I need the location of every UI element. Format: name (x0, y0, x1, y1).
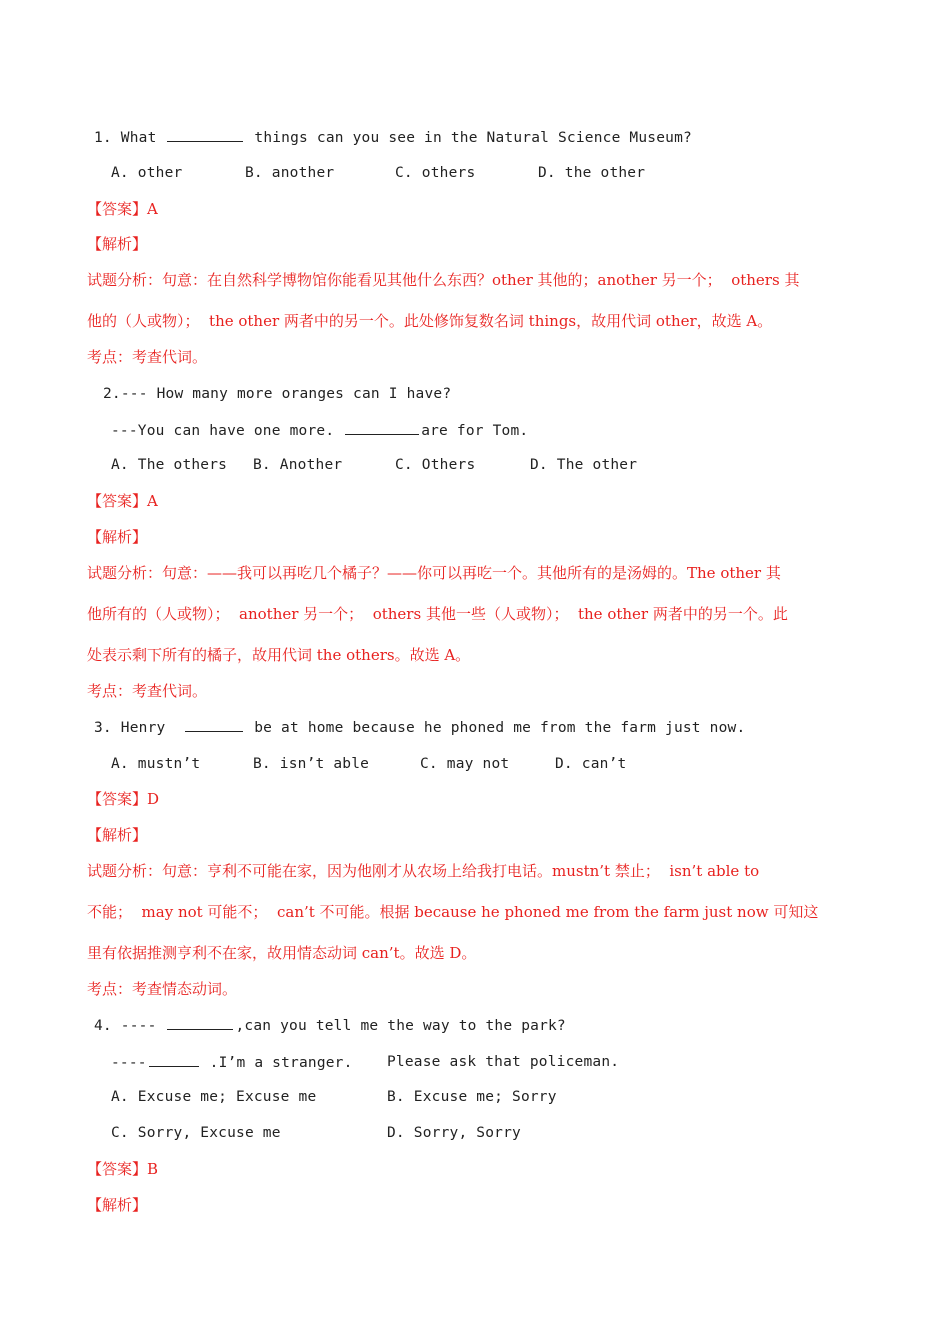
question-4-line-2-text: ---- (111, 1055, 147, 1071)
question-1-analysis-line-1: 试题分析：句意：在自然科学博物馆你能看见其他什么东西？other 其他的；another 另一个； others 其 (87, 271, 800, 289)
question-2-option-a: A. The others (111, 457, 228, 473)
question-1-stem-text: 1. What (94, 130, 166, 146)
question-3-stem (94, 717, 745, 738)
question-1-answer: 【答案】A (87, 200, 158, 218)
question-1-option-a: A. other (111, 165, 183, 181)
question-4-answer: 【答案】B (87, 1160, 159, 1178)
question-1-blank (167, 127, 243, 142)
question-3-option-c: C. may not (420, 756, 510, 772)
question-4-stem-rest: ,can you tell me the way to the park? (235, 1018, 566, 1034)
question-1-stem (94, 127, 692, 148)
question-3-analysis-line-2: 不能； may not 可能不； can’t 不可能。根据 because he phoned me from the farm just now 可知这 (87, 903, 819, 921)
question-1-stem-rest: things can you see in the Natural Science Museum? (245, 130, 692, 146)
question-2-line-2-text: ---You can have one more. (111, 423, 344, 439)
question-2-stem: 2.--- How many more oranges can I have? (103, 386, 452, 402)
question-3-blank (185, 717, 243, 732)
question-3-stem-text: 3. Henry (94, 720, 184, 736)
question-4-line-2-rest: .I’m a stranger. (200, 1055, 353, 1071)
question-3-answer: 【答案】D (87, 790, 160, 808)
question-2-option-d: D. The other (530, 457, 638, 473)
question-4-option-d: D. Sorry, Sorry (387, 1125, 521, 1141)
question-3-option-d: D. can’t (555, 756, 627, 772)
question-4-line-2 (111, 1052, 353, 1073)
question-3-analysis-line-1: 试题分析：句意：亨利不可能在家，因为他刚才从农场上给我打电话。mustn’t 禁止； isn’t able to (87, 862, 760, 880)
question-3-option-a: A. mustn’t (111, 756, 201, 772)
question-1-analysis-line-2: 他的（人或物）； the other 两者中的另一个。此处修饰复数名词 things，故用代词 other，故选 A。 (87, 312, 773, 330)
question-3-option-b: B. isn’t able (253, 756, 370, 772)
question-2-line-2-rest: are for Tom. (421, 423, 529, 439)
question-4-option-c: C. Sorry, Excuse me (111, 1125, 281, 1141)
question-1-point: 考点：考查代词。 (87, 348, 208, 366)
question-2-analysis-line-3: 处表示剩下所有的橘子，故用代词 the others。故选 A。 (87, 646, 471, 664)
question-4-line-2-extra: Please ask that policeman. (387, 1054, 620, 1070)
question-2-blank (345, 420, 419, 435)
question-4-blank-1 (167, 1015, 233, 1030)
question-2-line-2 (111, 420, 528, 441)
question-1-option-b: B. another (245, 165, 335, 181)
question-4-option-b: B. Excuse me; Sorry (387, 1089, 557, 1105)
question-1-option-d: D. the other (538, 165, 646, 181)
question-1-analysis-label: 【解析】 (87, 235, 148, 253)
question-3-analysis-label: 【解析】 (87, 826, 148, 844)
question-3-point: 考点：考查情态动词。 (87, 980, 238, 998)
question-2-answer: 【答案】A (87, 492, 158, 510)
question-4-option-a: A. Excuse me; Excuse me (111, 1089, 317, 1105)
question-3-analysis-line-3: 里有依据推测亨利不在家，故用情态动词 can’t。故选 D。 (87, 944, 477, 962)
question-4-stem-text: 4. ---- (94, 1018, 166, 1034)
question-2-analysis-line-2: 他所有的（人或物）； another 另一个； others 其他一些（人或物）； the other 两者中的另一个。此 (87, 605, 788, 623)
question-1-option-c: C. others (395, 165, 476, 181)
question-2-option-b: B. Another (253, 457, 343, 473)
question-4-blank-2 (149, 1052, 199, 1067)
question-2-analysis-label: 【解析】 (87, 528, 148, 546)
question-2-point: 考点：考查代词。 (87, 682, 208, 700)
question-4-analysis-label: 【解析】 (87, 1196, 148, 1214)
question-4-stem (94, 1015, 566, 1036)
question-2-option-c: C. Others (395, 457, 476, 473)
question-3-stem-rest: be at home because he phoned me from the farm just now. (245, 720, 746, 736)
question-2-analysis-line-1: 试题分析：句意：——我可以再吃几个橘子？——你可以再吃一个。其他所有的是汤姆的。The other 其 (87, 564, 781, 582)
